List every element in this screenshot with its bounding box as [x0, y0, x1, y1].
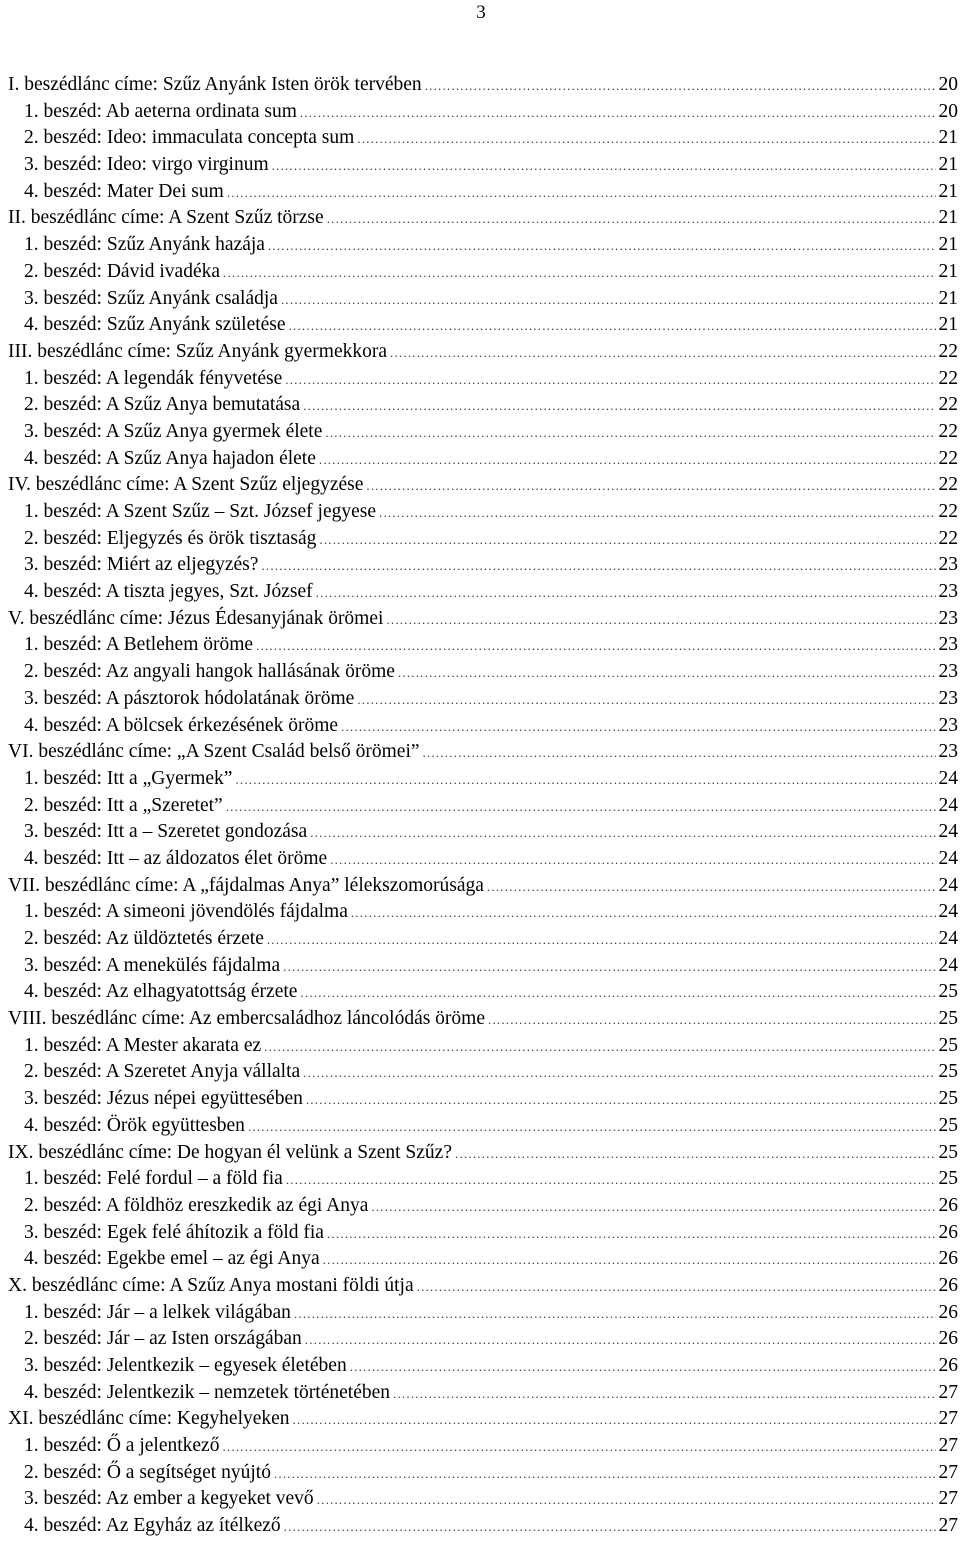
toc-page-number: 22 [939, 339, 960, 366]
toc-page-number: 23 [939, 579, 960, 606]
toc-section-entry[interactable] [8, 1513, 960, 1540]
toc-section-entry[interactable] [8, 899, 960, 926]
toc-page-number: 25 [939, 1006, 960, 1033]
toc-page-number: 21 [939, 259, 960, 286]
toc-section-entry[interactable] [8, 819, 960, 846]
toc-entry-title: 1. beszéd: Itt a „Gyermek” [24, 766, 232, 793]
dot-leader [319, 527, 935, 554]
toc-chapter-entry[interactable] [8, 472, 960, 499]
toc-entry-title: VI. beszédlánc címe: „A Szent Család belső örömei” [8, 739, 420, 766]
toc-section-entry[interactable] [8, 392, 960, 419]
toc-section-entry[interactable] [8, 232, 960, 259]
toc-section-entry[interactable] [8, 125, 960, 152]
toc-section-entry[interactable] [8, 366, 960, 393]
toc-section-entry[interactable] [8, 499, 960, 526]
toc-section-entry[interactable] [8, 1246, 960, 1273]
toc-entry-title: 2. beszéd: A Szeretet Anyja vállalta [24, 1059, 300, 1086]
toc-entry-title: 4. beszéd: Mater Dei sum [24, 179, 224, 206]
toc-entry-title: 4. beszéd: Örök együttesben [24, 1113, 245, 1140]
toc-page-number: 27 [939, 1460, 960, 1487]
toc-section-entry[interactable] [8, 1166, 960, 1193]
toc-entry-title: X. beszédlánc címe: A Szűz Anya mostani földi útja [8, 1273, 414, 1300]
toc-section-entry[interactable] [8, 766, 960, 793]
dot-leader [227, 180, 936, 207]
toc-page-number: 22 [939, 446, 960, 473]
toc-chapter-entry[interactable] [8, 1006, 960, 1033]
dot-leader [274, 1461, 936, 1488]
toc-page-number: 20 [939, 99, 960, 126]
toc-entry-title: VIII. beszédlánc címe: Az embercsaládhoz láncolódás öröme [8, 1006, 485, 1033]
toc-page-number: 23 [939, 686, 960, 713]
page-number: 3 [0, 2, 960, 24]
toc-chapter-entry[interactable] [8, 339, 960, 366]
dot-leader [327, 206, 936, 233]
toc-entry-title: 4. beszéd: A Szűz Anya hajadon élete [24, 446, 316, 473]
table-of-contents [8, 72, 960, 1540]
toc-entry-title: 4. beszéd: A tiszta jegyes, Szt. József [24, 579, 313, 606]
toc-section-entry[interactable] [8, 659, 960, 686]
dot-leader [264, 1034, 935, 1061]
toc-page-number: 24 [939, 873, 960, 900]
toc-section-entry[interactable] [8, 686, 960, 713]
toc-entry-title: V. beszédlánc címe: Jézus Édesanyjának örömei [8, 606, 383, 633]
toc-entry-title: 4. beszéd: Az elhagyatottság érzete [24, 979, 297, 1006]
toc-entry-title: 2. beszéd: Jár – az Isten országában [24, 1326, 302, 1353]
toc-section-entry[interactable] [8, 152, 960, 179]
toc-page-number: 23 [939, 713, 960, 740]
toc-page-number: 21 [939, 152, 960, 179]
toc-page-number: 21 [939, 286, 960, 313]
toc-entry-title: 2. beszéd: Itt a „Szeretet” [24, 793, 223, 820]
toc-page-number: 27 [939, 1513, 960, 1540]
dot-leader [393, 1381, 935, 1408]
toc-chapter-entry[interactable] [8, 1273, 960, 1300]
dot-leader [303, 393, 935, 420]
toc-page-number: 23 [939, 552, 960, 579]
toc-entry-title: 1. beszéd: Ab aeterna ordinata sum [24, 99, 297, 126]
toc-chapter-entry[interactable] [8, 606, 960, 633]
toc-chapter-entry[interactable] [8, 72, 960, 99]
toc-page-number: 22 [939, 419, 960, 446]
toc-entry-title: II. beszédlánc címe: A Szent Szűz törzse [8, 205, 324, 232]
dot-leader [223, 260, 935, 287]
toc-section-entry[interactable] [8, 419, 960, 446]
toc-entry-title: 1. beszéd: A legendák fényvetése [24, 366, 282, 393]
toc-entry-title: 2. beszéd: Ideo: immaculata concepta sum [24, 125, 354, 152]
dot-leader [235, 767, 935, 794]
toc-entry-title: IX. beszédlánc címe: De hogyan él velünk a Szent Szűz? [8, 1140, 452, 1167]
toc-section-entry[interactable] [8, 446, 960, 473]
toc-page-number: 26 [939, 1353, 960, 1380]
toc-entry-title: 1. beszéd: Jár – a lelkek világában [24, 1300, 291, 1327]
toc-chapter-entry[interactable] [8, 739, 960, 766]
toc-entry-title: 2. beszéd: Ő a segítséget nyújtó [24, 1460, 271, 1487]
toc-chapter-entry[interactable] [8, 1406, 960, 1433]
dot-leader [248, 1114, 936, 1141]
toc-page-number: 22 [939, 366, 960, 393]
toc-section-entry[interactable] [8, 1113, 960, 1140]
dot-leader [351, 900, 936, 927]
toc-chapter-entry[interactable] [8, 205, 960, 232]
toc-entry-title: 3. beszéd: Szűz Anyánk családja [24, 286, 278, 313]
dot-leader [289, 313, 936, 340]
dot-leader [325, 420, 935, 447]
dot-leader [366, 473, 935, 500]
toc-page-number: 21 [939, 125, 960, 152]
toc-entry-title: 2. beszéd: A Szűz Anya bemutatása [24, 392, 300, 419]
toc-entry-title: 1. beszéd: Szűz Anyánk hazája [24, 232, 265, 259]
dot-leader [293, 1407, 936, 1434]
dot-leader [398, 660, 936, 687]
dot-leader [283, 954, 935, 981]
toc-entry-title: 3. beszéd: Jelentkezik – egyesek életében [24, 1353, 347, 1380]
toc-entry-title: III. beszédlánc címe: Szűz Anyánk gyermekkora [8, 339, 387, 366]
toc-page-number: 26 [939, 1273, 960, 1300]
toc-section-entry[interactable] [8, 1433, 960, 1460]
toc-page-number: 23 [939, 606, 960, 633]
toc-page-number: 27 [939, 1406, 960, 1433]
dot-leader [350, 1354, 936, 1381]
toc-chapter-entry[interactable] [8, 1140, 960, 1167]
dot-leader [390, 340, 935, 367]
dot-leader [487, 874, 936, 901]
toc-page-number: 21 [939, 205, 960, 232]
toc-entry-title: 2. beszéd: Eljegyzés és örök tisztaság [24, 526, 316, 553]
toc-page-number: 26 [939, 1220, 960, 1247]
toc-page-number: 22 [939, 499, 960, 526]
toc-page-number: 25 [939, 1059, 960, 1086]
toc-section-entry[interactable] [8, 526, 960, 553]
dot-leader [306, 1087, 936, 1114]
toc-entry-title: 4. beszéd: Jelentkezik – nemzetek történetében [24, 1380, 390, 1407]
toc-section-entry[interactable] [8, 1059, 960, 1086]
toc-entry-title: 3. beszéd: Itt a – Szeretet gondozása [24, 819, 307, 846]
toc-page-number: 21 [939, 179, 960, 206]
toc-entry-title: 4. beszéd: Egekbe emel – az égi Anya [24, 1246, 320, 1273]
toc-chapter-entry[interactable] [8, 873, 960, 900]
toc-page-number: 24 [939, 819, 960, 846]
dot-leader [300, 980, 935, 1007]
dot-leader [327, 1221, 936, 1248]
toc-section-entry[interactable] [8, 259, 960, 286]
toc-section-entry[interactable] [8, 979, 960, 1006]
toc-page-number: 25 [939, 1086, 960, 1113]
toc-page-number: 22 [939, 392, 960, 419]
dot-leader [272, 153, 936, 180]
toc-section-entry[interactable] [8, 286, 960, 313]
dot-leader [379, 500, 936, 527]
dot-leader [285, 367, 935, 394]
toc-page-number: 25 [939, 1033, 960, 1060]
toc-page-number: 24 [939, 846, 960, 873]
toc-section-entry[interactable] [8, 1380, 960, 1407]
toc-section-entry[interactable] [8, 846, 960, 873]
toc-page-number: 25 [939, 1140, 960, 1167]
toc-page-number: 20 [939, 72, 960, 99]
toc-section-entry[interactable] [8, 1353, 960, 1380]
toc-section-entry[interactable] [8, 953, 960, 980]
dot-leader [341, 714, 935, 741]
toc-entry-title: 1. beszéd: A Szent Szűz – Szt. József jegyese [24, 499, 376, 526]
toc-entry-title: 1. beszéd: Felé fordul – a föld fia [24, 1166, 283, 1193]
dot-leader [357, 126, 935, 153]
toc-entry-title: 3. beszéd: Az ember a kegyeket vevő [24, 1486, 314, 1513]
toc-entry-title: 1. beszéd: A Mester akarata ez [24, 1033, 261, 1060]
toc-page-number: 25 [939, 979, 960, 1006]
dot-leader [261, 553, 935, 580]
toc-entry-title: 4. beszéd: A bölcsek érkezésének öröme [24, 713, 338, 740]
toc-section-entry[interactable] [8, 579, 960, 606]
dot-leader [286, 1167, 936, 1194]
toc-page-number: 25 [939, 1166, 960, 1193]
dot-leader [305, 1327, 936, 1354]
toc-entry-title: 1. beszéd: Ő a jelentkező [24, 1433, 219, 1460]
dot-leader [300, 100, 936, 127]
toc-entry-title: XI. beszédlánc címe: Kegyhelyeken [8, 1406, 290, 1433]
toc-page-number: 26 [939, 1246, 960, 1273]
dot-leader [371, 1194, 935, 1221]
dot-leader [330, 847, 935, 874]
dot-leader [303, 1060, 935, 1087]
toc-page-number: 21 [939, 312, 960, 339]
toc-entry-title: 3. beszéd: Egek felé áhítozik a föld fia [24, 1220, 324, 1247]
toc-section-entry[interactable] [8, 1486, 960, 1513]
toc-entry-title: 4. beszéd: Szűz Anyánk születése [24, 312, 286, 339]
dot-leader [425, 73, 936, 100]
toc-page-number: 22 [939, 526, 960, 553]
toc-entry-title: 2. beszéd: Az üldöztetés érzete [24, 926, 264, 953]
dot-leader [455, 1141, 936, 1168]
toc-page-number: 26 [939, 1193, 960, 1220]
toc-entry-title: VII. beszédlánc címe: A „fájdalmas Anya” lélekszomorúsága [8, 873, 484, 900]
dot-leader [357, 687, 935, 714]
toc-section-entry[interactable] [8, 1326, 960, 1353]
toc-page-number: 24 [939, 766, 960, 793]
dot-leader [256, 633, 935, 660]
dot-leader [222, 1434, 935, 1461]
dot-leader [268, 233, 936, 260]
toc-entry-title: 3. beszéd: Miért az eljegyzés? [24, 552, 258, 579]
dot-leader [417, 1274, 936, 1301]
toc-page-number: 24 [939, 899, 960, 926]
dot-leader [317, 1487, 936, 1514]
toc-entry-title: 2. beszéd: A földhöz ereszkedik az égi Anya [24, 1193, 368, 1220]
toc-section-entry[interactable] [8, 926, 960, 953]
toc-section-entry[interactable] [8, 99, 960, 126]
toc-entry-title: 4. beszéd: Az Egyház az ítélkező [24, 1513, 281, 1540]
toc-entry-title: 2. beszéd: Dávid ivadéka [24, 259, 220, 286]
toc-section-entry[interactable] [8, 713, 960, 740]
dot-leader [316, 580, 936, 607]
toc-section-entry[interactable] [8, 1033, 960, 1060]
toc-page-number: 23 [939, 739, 960, 766]
toc-section-entry[interactable] [8, 793, 960, 820]
dot-leader [310, 820, 935, 847]
toc-page-number: 21 [939, 232, 960, 259]
toc-entry-title: 4. beszéd: Itt – az áldozatos élet öröme [24, 846, 327, 873]
dot-leader [226, 794, 936, 821]
toc-page-number: 23 [939, 632, 960, 659]
toc-page-number: 26 [939, 1326, 960, 1353]
toc-page-number: 24 [939, 793, 960, 820]
toc-entry-title: IV. beszédlánc címe: A Szent Szűz eljegyzése [8, 472, 363, 499]
toc-section-entry[interactable] [8, 1086, 960, 1113]
toc-entry-title: 3. beszéd: A pásztorok hódolatának öröme [24, 686, 354, 713]
toc-section-entry[interactable] [8, 1193, 960, 1220]
dot-leader [488, 1007, 936, 1034]
toc-section-entry[interactable] [8, 1300, 960, 1327]
dot-leader [386, 607, 935, 634]
toc-entry-title: 1. beszéd: A Betlehem öröme [24, 632, 253, 659]
toc-section-entry[interactable] [8, 1460, 960, 1487]
toc-entry-title: 2. beszéd: Az angyali hangok hallásának öröme [24, 659, 395, 686]
toc-section-entry[interactable] [8, 632, 960, 659]
dot-leader [267, 927, 936, 954]
toc-page-number: 25 [939, 1113, 960, 1140]
toc-section-entry[interactable] [8, 179, 960, 206]
toc-entry-title: I. beszédlánc címe: Szűz Anyánk Isten örök tervében [8, 72, 422, 99]
dot-leader [423, 740, 936, 767]
toc-entry-title: 3. beszéd: Jézus népei együttesében [24, 1086, 303, 1113]
toc-page-number: 26 [939, 1300, 960, 1327]
toc-page-number: 27 [939, 1380, 960, 1407]
toc-page-number: 24 [939, 926, 960, 953]
toc-section-entry[interactable] [8, 312, 960, 339]
dot-leader [323, 1247, 936, 1274]
toc-section-entry[interactable] [8, 552, 960, 579]
dot-leader [294, 1301, 936, 1328]
toc-page-number: 24 [939, 953, 960, 980]
toc-entry-title: 1. beszéd: A simeoni jövendölés fájdalma [24, 899, 348, 926]
dot-leader [284, 1514, 936, 1541]
toc-entry-title: 3. beszéd: Ideo: virgo virginum [24, 152, 269, 179]
toc-section-entry[interactable] [8, 1220, 960, 1247]
toc-page-number: 22 [939, 472, 960, 499]
toc-page-number: 23 [939, 659, 960, 686]
dot-leader [319, 447, 936, 474]
dot-leader [281, 287, 936, 314]
toc-page-number: 27 [939, 1433, 960, 1460]
toc-entry-title: 3. beszéd: A Szűz Anya gyermek élete [24, 419, 322, 446]
toc-page-number: 27 [939, 1486, 960, 1513]
toc-entry-title: 3. beszéd: A menekülés fájdalma [24, 953, 280, 980]
